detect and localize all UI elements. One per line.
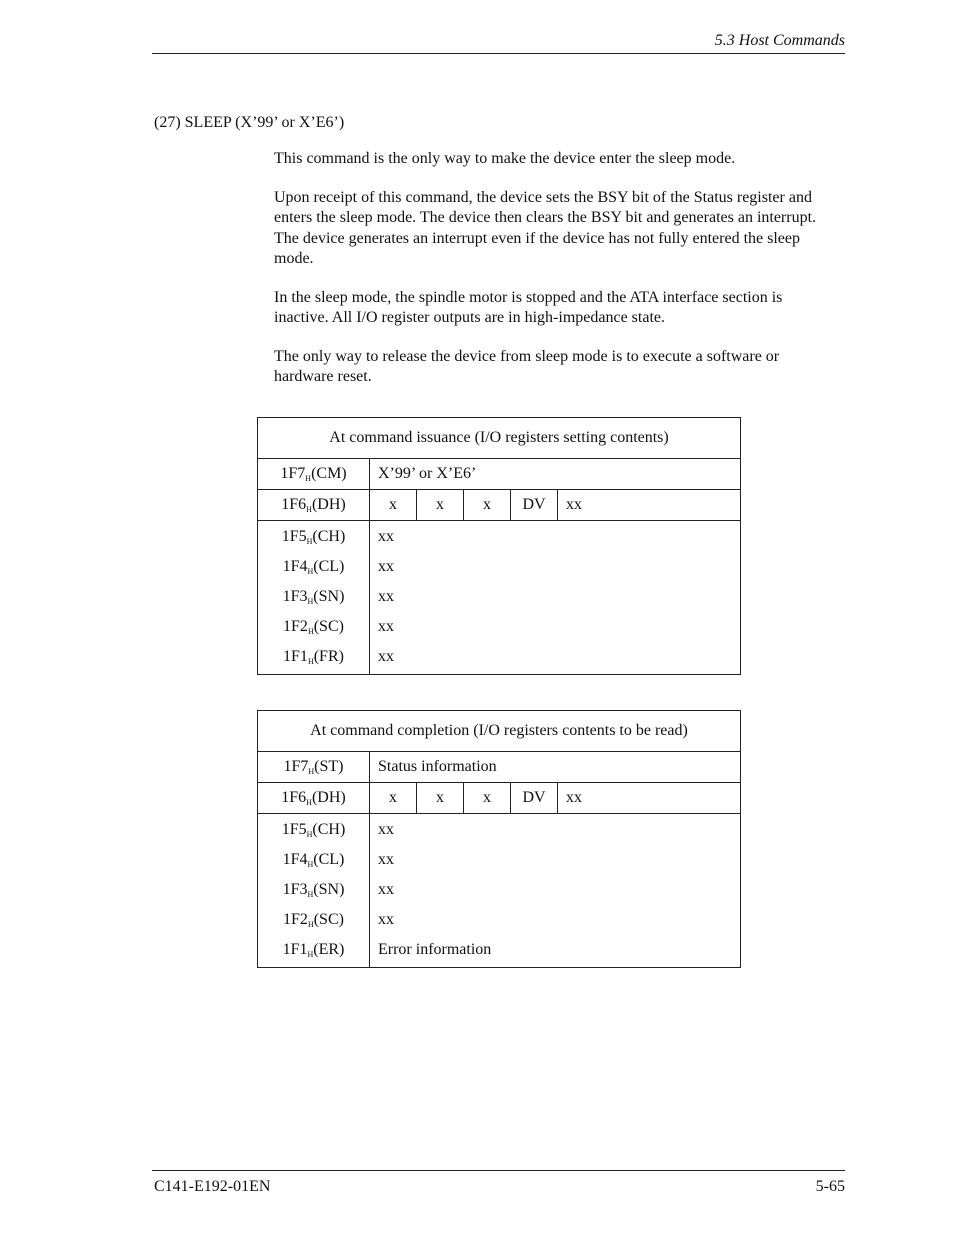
register-name: $1F2_H(SC)$ — [283, 618, 344, 636]
bit-cell: x — [464, 490, 511, 520]
register-name: $1F5_H(CH)$ — [281, 821, 346, 839]
table-caption: At command issuance (I/O registers setting contents) — [258, 418, 740, 459]
register-name: $1F7_H(CM)$ — [258, 459, 370, 489]
register-name: $1F4_H(CL)$ — [282, 851, 345, 869]
register-value: xx — [378, 911, 394, 928]
bit-cell: x — [464, 783, 511, 813]
register-value: X’99’ or X’E6’ — [378, 465, 477, 482]
section-title: (27) SLEEP (X’99’ or X’E6’) — [154, 114, 345, 131]
register-value: xx — [378, 588, 394, 605]
register-name: $1F1_H(ER)$ — [282, 941, 345, 959]
register-value: xx — [378, 558, 394, 575]
table-row — [258, 783, 740, 814]
register-name: $1F3_H(SN)$ — [282, 588, 345, 606]
table-row — [258, 459, 740, 490]
running-head: 5.3 Host Commands — [714, 32, 845, 49]
register-value: xx — [378, 881, 394, 898]
paragraph: The only way to release the device from sleep mode is to execute a software or hardware reset. — [274, 347, 780, 385]
register-value: xx — [378, 618, 394, 635]
register-value: xx — [378, 648, 394, 665]
register-name: $1F7_H(ST)$ — [258, 752, 370, 782]
bit-cell: x — [370, 783, 417, 813]
bit-cell: x — [370, 490, 417, 520]
register-value: Status information — [378, 758, 497, 775]
bit-cell: DV — [511, 783, 558, 813]
table-row — [258, 490, 740, 521]
register-name: $1F5_H(CH)$ — [281, 528, 346, 546]
register-group — [258, 521, 740, 674]
bit-cell: xx — [566, 789, 582, 806]
register-name: $1F2_H(SC)$ — [283, 911, 344, 929]
register-value: xx — [378, 821, 394, 838]
table-row — [258, 752, 740, 783]
issuance-register-table — [257, 417, 741, 675]
footer-rule — [152, 1170, 845, 1171]
bit-cell: x — [417, 490, 464, 520]
paragraph: Upon receipt of this command, the device sets the BSY bit of the Status register and enters the sleep mode. The device then clears the BSY bit and generates an interrupt. The device generates an interrupt even if the device has not fully entered the sleep mode. — [274, 188, 817, 267]
register-value: xx — [378, 528, 394, 545]
header-rule — [152, 53, 845, 54]
register-name: $1F4_H(CL)$ — [282, 558, 345, 576]
bit-cell: DV — [511, 490, 558, 520]
register-value: xx — [378, 851, 394, 868]
bit-cell: x — [417, 783, 464, 813]
page-number: 5-65 — [815, 1178, 845, 1195]
bit-cell: xx — [566, 496, 582, 513]
register-value: Error information — [378, 941, 492, 958]
register-group — [258, 814, 740, 967]
paragraph: This command is the only way to make the device enter the sleep mode. — [274, 150, 736, 167]
register-name: $1F6_H(DH)$ — [258, 783, 370, 813]
register-name: $1F3_H(SN)$ — [282, 881, 345, 899]
paragraph: In the sleep mode, the spindle motor is stopped and the ATA interface section is inactive. All I/O register outputs are in high-impedance state. — [274, 288, 783, 326]
document-id: C141-E192-01EN — [154, 1178, 271, 1195]
register-name: $1F6_H(DH)$ — [258, 490, 370, 520]
register-name: $1F1_H(FR)$ — [283, 648, 344, 666]
table-caption: At command completion (I/O registers contents to be read) — [258, 711, 740, 752]
body-text — [274, 149, 834, 406]
completion-register-table — [257, 710, 741, 968]
